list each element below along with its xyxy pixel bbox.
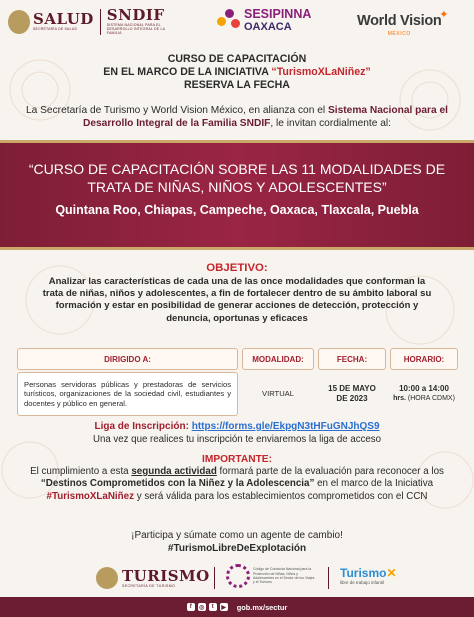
details-table	[17, 348, 458, 408]
sesipinna-figures-icon	[217, 9, 241, 33]
cell-modality: VIRTUAL	[262, 389, 294, 399]
header-date: FECHA:	[318, 348, 386, 370]
ccn-text: Código de Conducta Nacional para la Protección de Niñas, Niños y Adolescentes en el Sector de los Viajes y el Turismo	[253, 567, 315, 585]
bottom-bar	[0, 597, 474, 617]
instagram-icon[interactable]: ◎	[199, 604, 205, 611]
cta-hashtag: #TurismoLibreDeExplotación	[167, 542, 307, 554]
title-line2	[0, 66, 474, 79]
important-title: IMPORTANTE:	[202, 454, 272, 465]
turismo-sub: SECRETARÍA DE TURISMO	[122, 583, 176, 588]
registration-link[interactable]: https://forms.gle/EkpgN3tHFuGNJhQS9	[191, 421, 380, 432]
website-link[interactable]: gob.mx/sectur	[236, 602, 288, 612]
footer-divider	[328, 567, 329, 589]
header-modality: MODALIDAD:	[242, 348, 314, 370]
logo-divider	[100, 9, 101, 35]
world-vision-logo	[357, 9, 449, 37]
cell-time	[390, 372, 458, 416]
oaxaca-text: OAXACA	[244, 21, 292, 33]
world-vision-text: World Vision	[357, 13, 442, 29]
turismo-logo	[96, 567, 210, 589]
important-p4: y será válida para los establecimientos comprometidos con el CCN	[133, 490, 428, 502]
footer-logos	[0, 560, 474, 596]
date-line2: DE 2023	[336, 394, 368, 403]
facebook-icon[interactable]: f	[187, 603, 195, 611]
date-line1: 15 DE MAYO	[328, 384, 376, 394]
banner-line2: TRATA DE NIÑAS, NIÑOS Y ADOLESCENTES”	[87, 178, 387, 195]
world-vision-sub: MÉXICO	[387, 31, 411, 37]
banner-line1: “CURSO DE CAPACITACIÓN SOBRE LAS 11 MODALIDADES DE	[28, 161, 446, 177]
turismo-libre-text: Turismo✕	[340, 566, 397, 580]
salud-sndif-logo	[8, 8, 169, 35]
turismo-libre-word: Turismo	[340, 566, 387, 580]
footer-divider	[214, 567, 215, 589]
title-line2-prefix: EN EL MARCO DE LA INICIATIVA	[103, 66, 272, 79]
important-p3: en el marco de la Iniciativa	[314, 478, 434, 490]
cell-audience: Personas servidoras públicas y prestadoras de servicios turísticos, organizaciones de la sociedad civil, estudiantes y docentes y público en general.	[17, 372, 238, 416]
turismo-text: TURISMO	[122, 566, 210, 585]
twitter-icon[interactable]: t	[209, 603, 217, 611]
turismo-libre-logo	[340, 566, 397, 585]
call-to-action	[0, 530, 474, 555]
important-p2: formará parte de la evaluación para reconocer a los	[216, 466, 444, 477]
youtube-icon[interactable]: ▶	[221, 604, 227, 611]
registration-label: Liga de Inscripción:	[94, 421, 189, 432]
mexico-eagle-icon	[96, 567, 118, 589]
sesipinna-text: SESIPINNA	[244, 7, 312, 21]
cell-date	[318, 372, 386, 416]
ccn-ring-icon	[226, 564, 250, 588]
intro-paragraph	[18, 104, 456, 130]
time-line1: 10:00 a 14:00	[399, 384, 449, 394]
world-vision-star-icon: ✦	[439, 9, 449, 21]
header-audience: DIRIGIDO A:	[17, 348, 238, 370]
important-text	[18, 466, 456, 503]
header-time: HORARIO:	[390, 348, 458, 370]
time-line2: hrs.	[393, 395, 406, 402]
mexico-eagle-icon	[8, 10, 30, 34]
title-line1: CURSO DE CAPACITACIÓN	[167, 53, 307, 65]
important-hashtag: #TurismoXLaNiñez	[46, 490, 134, 502]
course-title	[0, 53, 474, 93]
objective-text: Analizar las características de cada una de las once modalidades que conforman la trata de niñas, niños y adolescentes, a fin de fortalecer dentro de su ámbito laboral su formación y estar en posibilidad de generar acciones de detección, protección y denuncia, oportunas y eficaces	[42, 276, 432, 324]
salud-logo-text: SALUD	[33, 10, 94, 28]
time-tz: (HORA CDMX)	[407, 395, 455, 402]
salud-logo-sub: SECRETARÍA DE SALUD	[33, 27, 78, 31]
objective-title: OBJETIVO:	[206, 262, 268, 274]
turismo-libre-sub: libre de trabajo infantil	[340, 580, 385, 585]
title-line3: RESERVA LA FECHA	[184, 79, 290, 92]
sndif-logo-text: SNDIF	[106, 6, 165, 24]
important-underline: segunda actividad	[131, 466, 217, 477]
cta-line1: ¡Participa y súmate como un agente de cambio!	[131, 530, 343, 541]
intro-part2: , le invitan cordialmente al:	[270, 118, 391, 130]
important-p1: El cumplimiento a esta	[30, 466, 132, 477]
important-destinos: “Destinos Comprometidos con la Niñez y la Adolescencia”	[40, 478, 315, 490]
intro-part1: La Secretaría de Turismo y World Vision México, en alianza con el	[25, 105, 328, 116]
course-banner	[0, 140, 474, 250]
registration-note: Una vez que realices tu inscripción te enviaremos la liga de acceso	[92, 434, 382, 445]
sesipinna-logo	[217, 8, 311, 34]
sndif-logo-sub: SISTEMA NACIONAL PARA EL DESARROLLO INTEGRAL DE LA FAMILIA	[106, 23, 165, 35]
ccn-logo	[226, 564, 315, 588]
initiative-highlight: “TurismoXLaNiñez”	[271, 66, 371, 79]
intro-bold: Sistema Nacional para el Desarrollo Integral de la Familia SNDIF	[82, 105, 449, 130]
registration-line	[0, 421, 474, 432]
banner-states: Quintana Roo, Chiapas, Campeche, Oaxaca, Tlaxcala, Puebla	[55, 203, 419, 217]
